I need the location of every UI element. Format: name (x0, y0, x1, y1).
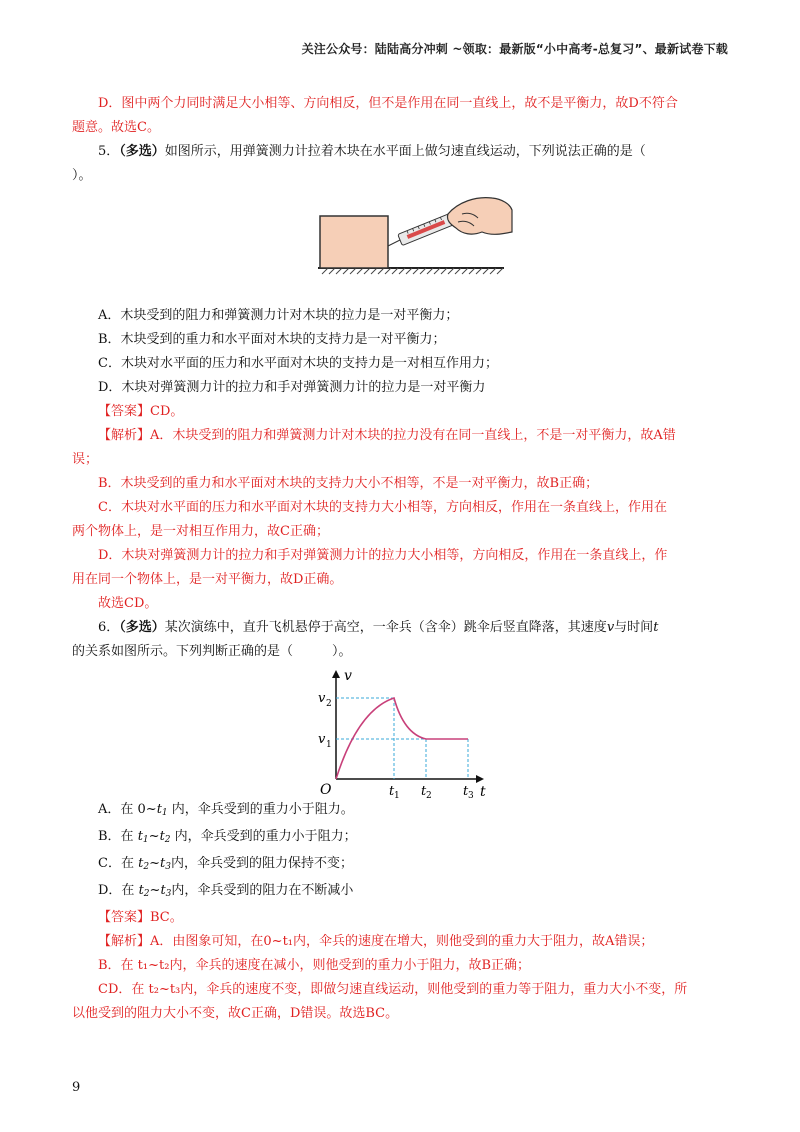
question-5-option-d: D．木块对弹簧测力计的拉力和手对弹簧测力计的拉力是一对平衡力 (98, 380, 486, 395)
t1-label: t (389, 784, 395, 798)
question-6-analysis-label: 【解析】 (98, 934, 151, 949)
question-5-conclusion: 故选CD。 (98, 596, 158, 611)
question-5-number: 5． (98, 144, 120, 159)
question-6-answer: 【答案】BC。 (98, 910, 183, 925)
question-5-analysis-line-5: 两个物体上，是一对相互作用力，故C正确； (72, 524, 329, 539)
x-axis-arrow (476, 775, 484, 783)
v1-label: v (318, 732, 326, 747)
question-6-option-b: B．在 $t_1\sim t_2$ 内，伞兵受到的重力小于阻力； (98, 829, 357, 845)
t3-subscript: 3 (468, 791, 474, 798)
v2-subscript: 2 (326, 699, 332, 709)
origin-label: O (320, 782, 332, 798)
page-content (72, 92, 728, 1026)
question-5-tag: （多选） (119, 144, 165, 159)
question-5-analysis-a: A．木块受到的阻力和弹簧测力计对木块的拉力没有在同一直线上，不是一对平衡力，故A错 (150, 428, 676, 443)
y-axis-label: v (344, 668, 352, 684)
prev-analysis-line-1: D．图中两个力同时满足大小相等、方向相反，但不是作用在同一直线上，故不是平衡力，故D不符合 (98, 96, 678, 111)
hand (447, 198, 512, 235)
question-5-stem-end: ）。 (72, 168, 92, 183)
question-6-option-c: C．在 $t_2\sim t_3$内，伞兵受到的阻力保持不变； (98, 856, 353, 872)
question-5-option-c: C．木块对水平面的压力和水平面对木块的支持力是一对相互作用力； (98, 356, 498, 371)
question-5-analysis-line-3: B．木块受到的重力和水平面对木块的支持力大小不相等，不是一对平衡力，故B正确； (98, 476, 599, 491)
velocity-time-graph (306, 664, 496, 798)
page-header: 关注公众号：陆陆高分冲刺 ~领取：最新版“小中高考-总复习”、最新试卷下载 (301, 42, 728, 56)
question-6-stem-a: 某次演练中，直升飞机悬停于高空，一伞兵（含伞）跳伞后竖直降落，其速度 (164, 620, 607, 635)
velocity-time-figure (72, 664, 728, 798)
question-6-analysis-cd-2: 以他受到的阻力大小不变，故C正确，D错误。故选BC。 (72, 1006, 399, 1021)
question-6-analysis-line-1 (72, 930, 728, 954)
question-6-option-a: A．在 $0\sim t_1$ 内，伞兵受到的重力小于阻力。 (98, 802, 354, 818)
question-5-analysis-line-4: C．木块对水平面的压力和水平面对木块的支持力大小相等，方向相反，作用在一条直线上，作用在 (98, 500, 667, 515)
t1-subscript: 1 (394, 791, 400, 798)
question-5-analysis-line-7: 用在同一个物体上，是一对平衡力，故D正确。 (72, 572, 343, 587)
t2-label: t (421, 784, 427, 798)
v2-label: v (318, 691, 326, 706)
question-6-stem (72, 616, 728, 640)
question-6-tag: （多选） (119, 620, 165, 635)
question-6-t-symbol: t (653, 620, 659, 635)
question-5-analysis-label: 【解析】 (98, 428, 151, 443)
question-5-stem-text: 如图所示，用弹簧测力计拉着木块在水平面上做匀速直线运动，下列说法正确的是（ (164, 144, 646, 159)
question-5-analysis-line-2: 误； (72, 452, 99, 467)
question-5-answer: 【答案】CD。 (98, 404, 184, 419)
scale-hook (388, 240, 400, 246)
t2-subscript: 2 (426, 791, 432, 798)
x-axis-label: t (480, 784, 486, 798)
spring-scale-diagram (316, 192, 516, 302)
y-axis-arrow (332, 670, 340, 678)
v1-subscript: 1 (326, 740, 332, 750)
question-6-option-d: D．在 $t_2\sim t_3$内，伞兵受到的阻力在不断减小 (98, 883, 354, 899)
prev-analysis-line-2: 题意。故选C。 (72, 120, 160, 135)
question-6-number: 6． (98, 620, 120, 635)
question-6-stem-end: 的关系如图所示。下列判断正确的是（ ）。 (72, 644, 352, 659)
t3-label: t (463, 784, 469, 798)
question-5-stem (72, 140, 728, 164)
question-5-analysis-line-1 (72, 424, 728, 448)
question-6-analysis-a: A．由图象可知，在0~t₁内，伞兵的速度在增大，则他受到的重力大于阻力，故A错误； (150, 934, 654, 949)
question-5-option-a: A．木块受到的阻力和弹簧测力计对木块的拉力是一对平衡力； (98, 308, 459, 323)
spring-scale-figure (72, 188, 728, 304)
question-6-analysis-b: B．在 t₁~t₂内，伞兵的速度在减小，则他受到的重力小于阻力，故B正确； (98, 958, 531, 973)
question-5-analysis-line-6: D．木块对弹簧测力计的拉力和手对弹簧测力计的拉力大小相等，方向相反，作用在一条直线上，作 (98, 548, 668, 563)
question-6-stem-b: 与时间 (614, 620, 654, 635)
question-6-analysis-cd-1: CD．在 t₂~t₃内，伞兵的速度不变，即做匀速直线运动，则他受到的重力等于阻力，重力大小不变，所 (98, 982, 688, 997)
question-6-v-symbol: v (606, 620, 615, 635)
page-number: 9 (72, 1080, 81, 1095)
wooden-block (320, 216, 388, 268)
question-5-option-b: B．木块受到的重力和水平面对木块的支持力是一对平衡力； (98, 332, 446, 347)
